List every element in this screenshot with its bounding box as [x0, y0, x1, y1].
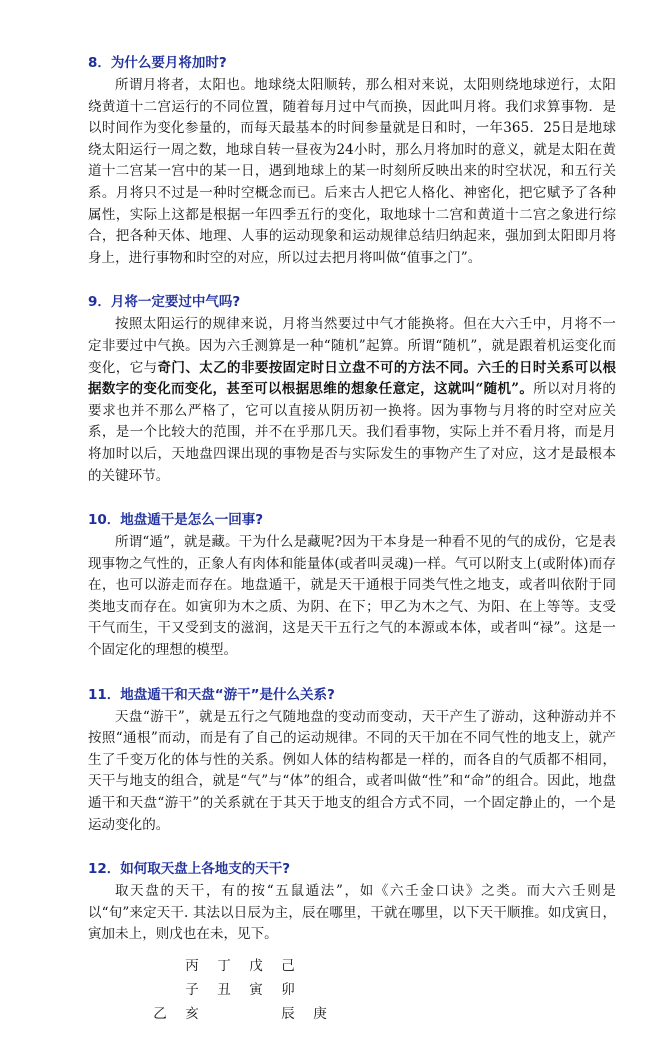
section-10 [88, 509, 616, 662]
section-paragraph: 天盘“游干”，就是五行之气随地盘的变动而变动，天干产生了游动，这种游动并不按照“通根”而动，而是有了自己的运动规律。不同的天干加在不同气性的地支上，就产生了千变万化的体与性的关系。例如人体的结构都是一样的，而各自的气质都不相同，天干与地支的组合，就是“气”与“体”的组合，或者叫做“性”和“命”的组合。因此，地盘遁干和天盘“游干”的关系就在于其天于地支的组合方式不同，一个固定静止的，一个是运动变化的。 [88, 708, 616, 833]
stem-table-cell: 庚 [313, 1006, 327, 1022]
stem-table-cell: 丁 [217, 958, 231, 974]
stem-table-row [144, 978, 616, 1002]
stem-table-cell: 己 [281, 958, 295, 974]
section-heading: 9．月将一定要过中气吗? [88, 294, 241, 311]
section-heading: 11．地盘遁干和天盘“游干”是什么关系? [88, 686, 335, 703]
section-11 [88, 684, 616, 837]
stem-table-cell [208, 1002, 240, 1026]
stem-table-cell: 亥 [185, 1006, 199, 1022]
section-heading: 8．为什么要月将加时? [88, 55, 227, 71]
section-paragraph [88, 314, 616, 487]
stem-table-cell: 丑 [217, 982, 231, 998]
stem-table-cell [240, 1002, 272, 1026]
section-8 [88, 52, 616, 269]
section-paragraph: 取天盘的天干，有的按“五鼠遁法”，如《六壬金口诀》之类。而大六壬则是以“旬”来定天干. 其法以日辰为主，辰在哪里，干就在哪里，以下天干顺推。如戊寅日，寅加未上，则戊也在未，见下。 [88, 883, 616, 943]
section-paragraph: 所谓月将者，太阳也。地球绕太阳顺转，那么相对来说，太阳则绕地球逆行，太阳绕黄道十二宫运行的不同位置，随着每月过中气而换，因此叫月将。我们求算事物．是以时间作为变化参量的，而每天最基本的时间参量就是日和时，一年365．25日是地球绕太阳运行一周之数，地球自转一昼夜为24小时，那么月将加时的意义，就是太阳在黄道十二宫某一宫中的某一日，遇到地球上的某一时刻所反映出来的时空状况，和五行关系。月将只不过是一种时空概念而已。后来古人把它人格化、神密化，把它赋予了各种属性，实际上这都是根据一年四季五行的变化，取地球十二宫和黄道十二宫之象进行综合，把各种天体、地理、人事的运动现象和运动规律总结归纳起来，强加到太阳即月将身上，进行事物和时空的对应，所以过去把月将叫做“值事之门”。 [88, 77, 616, 266]
stem-table-cell: 丙 [185, 958, 199, 974]
document-page [88, 52, 616, 1048]
stem-table-row [144, 1002, 616, 1026]
section-paragraph: 所谓“遁”，就是藏。干为什么是藏呢?因为干本身是一种看不见的气的成份，它是表现事物之气性的，正象人有肉体和能量体(或者叫灵魂)一样。气可以附支上(或附体)而存在，也可以游走而存在。地盘遁干，就是天干通根于同类气性之地支，或者叫依附于同类地支而存在。如寅卯为木之质、为阴、在下；甲乙为木之气、为阳、在上等等。支受干气而生，干又受到支的滋润，这是天干五行之气的本源或本体，或者叫“禄”。这是一个固定化的理想的模型。 [88, 534, 616, 659]
paragraph-text: 按照太阳运行的规律来说，月将当然要过中气才能换将。但在大六壬中，月将不一定非要过中气换。因为六壬测算是一种“随机”起算。所谓“随机”，就是跟着机运变化而变化，它与 [88, 316, 616, 376]
stem-branch-table [144, 954, 616, 1026]
section-9 [88, 291, 616, 487]
stem-table-row [144, 954, 616, 978]
paragraph-text: 所以对月将的要求也并不那么严格了，它可以直接从阴历初一换将。因为事物与月将的时空对应关系，是一个比较大的范围，并不在乎那几天。我们看事物，实际上并不看月将，而是月将加时以后，天地盘四课出现的事物是否与实际发生的事物产生了对应，这才是最根本的关键环节。 [88, 381, 616, 484]
stem-table-cell: 卯 [281, 982, 295, 998]
section-heading: 10．地盘遁干是怎么一回事? [88, 512, 264, 529]
stem-table-cell [144, 954, 176, 978]
stem-table-cell: 寅 [249, 982, 263, 998]
stem-table-cell: 乙 [153, 1006, 167, 1022]
stem-table-cell [144, 978, 176, 1002]
stem-table-cell: 辰 [281, 1006, 295, 1022]
stem-table-cell: 子 [185, 982, 199, 998]
section-12 [88, 858, 616, 1026]
stem-table-cell: 戊 [249, 958, 263, 974]
paragraph-bold-text: 奇门、太乙的非要按固定时日立盘不可的方法不同。六壬的日时关系可以根据数字的变化而变化，甚至可以根据思维的想象任意定，这就叫“随机”。 [88, 359, 617, 398]
section-heading: 12．如何取天盘上各地支的天干? [88, 861, 291, 878]
